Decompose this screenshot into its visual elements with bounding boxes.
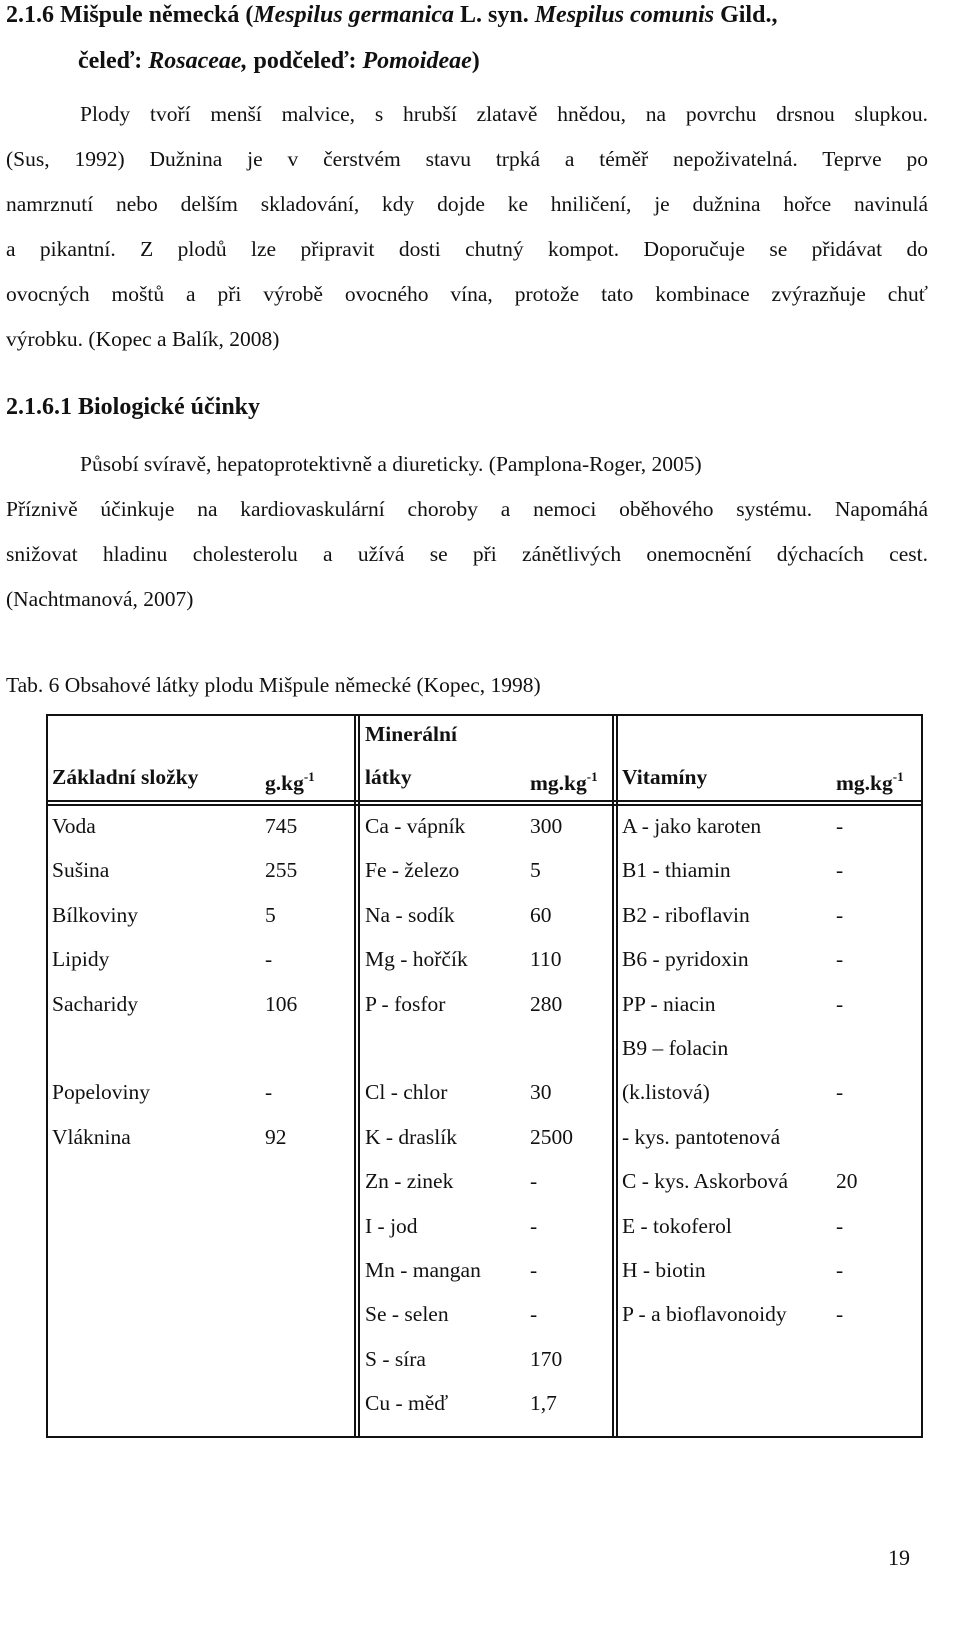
- cell-value-vitamin: -: [836, 858, 844, 883]
- cell-value-g: 5: [265, 902, 276, 927]
- table-header-rule: [46, 804, 923, 806]
- cell-mineral: Mg - hořčík: [365, 947, 468, 972]
- paragraph-line: Působí svíravě, hepatoprotektivně a diureticky. (Pamplona-Roger, 2005): [80, 452, 702, 476]
- cell-mineral: K - draslík: [365, 1124, 457, 1149]
- cell-value-g: 92: [265, 1124, 287, 1149]
- cell-vitamin: H - biotin: [622, 1258, 706, 1282]
- cell-vitamin: - kys. pantotenová: [622, 1124, 781, 1149]
- cell-component: Voda: [52, 814, 96, 838]
- cell-value-vitamin: -: [836, 991, 844, 1016]
- cell-value-mg: -: [530, 1213, 538, 1238]
- cell-value-mg: -: [530, 1302, 538, 1327]
- cell-value-mg: 170: [530, 1346, 563, 1371]
- cell-value-vitamin: -: [836, 1258, 844, 1282]
- cell-vitamin: P - a bioflavonoidy: [622, 1302, 787, 1327]
- cell-component: Sušina: [52, 858, 110, 883]
- cell-value-vitamin: -: [836, 1080, 844, 1105]
- cell-value-g: 255: [265, 858, 298, 883]
- cell-mineral: I - jod: [365, 1213, 418, 1238]
- cell-value-mg: 300: [530, 814, 563, 838]
- cell-vitamin: B1 - thiamin: [622, 858, 731, 883]
- cell-value-mg: -: [530, 1169, 538, 1194]
- paragraph-effects: [6, 442, 928, 622]
- table-divider: [612, 714, 614, 1438]
- cell-value-mg: 2500: [530, 1124, 573, 1149]
- cell-vitamin: C - kys. Askorbová: [622, 1169, 789, 1194]
- paragraph-line: Příznivě účinkuje na kardiovaskulární choroby a nemoci oběhového systému. Napomáhá: [6, 497, 928, 521]
- paragraph-line: (Nachtmanová, 2007): [6, 587, 194, 611]
- cell-value-mg: -: [530, 1258, 538, 1282]
- paragraph-line: namrznutí nebo delším skladování, kdy dojde ke hniličení, je dužnina hořce navinulá: [6, 192, 928, 216]
- cell-value-mg: 110: [530, 947, 562, 972]
- cell-value-mg: 1,7: [530, 1391, 557, 1416]
- cell-value-vitamin: -: [836, 1213, 844, 1238]
- cell-vitamin: A - jako karoten: [622, 814, 762, 838]
- cell-value-vitamin: -: [836, 947, 844, 972]
- cell-vitamin: B2 - riboflavin: [622, 902, 750, 927]
- cell-component: Popeloviny: [52, 1080, 150, 1105]
- cell-mineral: Se - selen: [365, 1302, 449, 1327]
- cell-vitamin: (k.listová): [622, 1080, 710, 1105]
- cell-component: Lipidy: [52, 947, 110, 972]
- header-vitamins: Vitamíny: [622, 765, 708, 789]
- cell-value-g: -: [265, 1080, 273, 1105]
- header-basic-components: Základní složky: [52, 765, 199, 789]
- header-mineral-line2: látky: [365, 765, 412, 789]
- table-header-rule: [46, 800, 923, 802]
- cell-value-g: -: [265, 947, 273, 972]
- cell-value-mg: 280: [530, 991, 563, 1016]
- cell-vitamin: PP - niacin: [622, 991, 716, 1016]
- cell-mineral: S - síra: [365, 1346, 426, 1371]
- cell-mineral: Cl - chlor: [365, 1080, 448, 1105]
- cell-value-mg: 60: [530, 902, 552, 927]
- cell-mineral: Zn - zinek: [365, 1169, 454, 1194]
- paragraph-line: Plody tvoří menší malvice, s hrubší zlatavě hnědou, na povrchu drsnou slupkou.: [80, 102, 928, 126]
- table-border: [46, 714, 923, 1438]
- paragraph-line: ovocných moštů a při výrobě ovocného vína, protože tato kombinace zvýrazňuje chuť: [6, 282, 928, 306]
- table-divider: [616, 714, 618, 1438]
- cell-mineral: Na - sodík: [365, 902, 455, 927]
- header-mineral-line1: Minerální: [365, 722, 457, 746]
- cell-mineral: Cu - měď: [365, 1391, 449, 1416]
- paragraph-line: a pikantní. Z plodů lze připravit dosti chutný kompot. Doporučuje se přidávat do: [6, 237, 928, 261]
- cell-value-mg: 30: [530, 1080, 552, 1105]
- cell-component: Vláknina: [52, 1124, 131, 1149]
- cell-component: Sacharidy: [52, 991, 138, 1016]
- table-divider: [358, 714, 360, 1438]
- header-unit-g: $g.kg^{-1}$: [265, 769, 315, 795]
- cell-value-g: 106: [265, 991, 298, 1016]
- cell-value-vitamin: -: [836, 814, 844, 838]
- table-divider: [354, 714, 356, 1438]
- paragraph-line: snižovat hladinu cholesterolu a užívá se při zánětlivých onemocnění dýchacích cest.: [6, 542, 928, 566]
- cell-vitamin: B9 – folacin: [622, 1036, 729, 1060]
- cell-value-vitamin: -: [836, 902, 844, 927]
- cell-mineral: P - fosfor: [365, 991, 446, 1016]
- header-unit-mg-minerals: $mg.kg^{-1}$: [530, 769, 598, 795]
- paragraph-line: výrobku. (Kopec a Balík, 2008): [6, 327, 280, 351]
- cell-mineral: Mn - mangan: [365, 1258, 481, 1282]
- header-unit-mg-vitamins: $mg.kg^{-1}$: [836, 769, 904, 795]
- paragraph-line: (Sus, 1992) Dužnina je v čerstvém stavu trpká a téměř nepoživatelná. Teprve po: [6, 147, 928, 171]
- cell-mineral: Fe - železo: [365, 858, 460, 883]
- cell-mineral: Ca - vápník: [365, 814, 466, 838]
- composition-table: [46, 714, 923, 1438]
- page-number: 19: [888, 1545, 910, 1570]
- section-heading-line1: 2.1.6 Mišpule německá (Mespilus germanica L. syn. Mespilus comunis Gild.,: [6, 2, 778, 28]
- cell-vitamin: E - tokoferol: [622, 1213, 732, 1238]
- cell-value-g: 745: [265, 814, 298, 838]
- cell-value-vitamin: -: [836, 1302, 844, 1327]
- paragraph-description: [6, 92, 928, 362]
- section-heading-line2: čeleď: Rosaceae, podčeleď: Pomoideae): [78, 48, 480, 74]
- cell-component: Bílkoviny: [52, 902, 139, 927]
- cell-value-vitamin: 20: [836, 1169, 858, 1194]
- cell-vitamin: B6 - pyridoxin: [622, 947, 749, 972]
- subsection-heading: 2.1.6.1 Biologické účinky: [6, 394, 261, 420]
- cell-value-mg: 5: [530, 858, 541, 883]
- table-caption: Tab. 6 Obsahové látky plodu Mišpule německé (Kopec, 1998): [6, 673, 541, 697]
